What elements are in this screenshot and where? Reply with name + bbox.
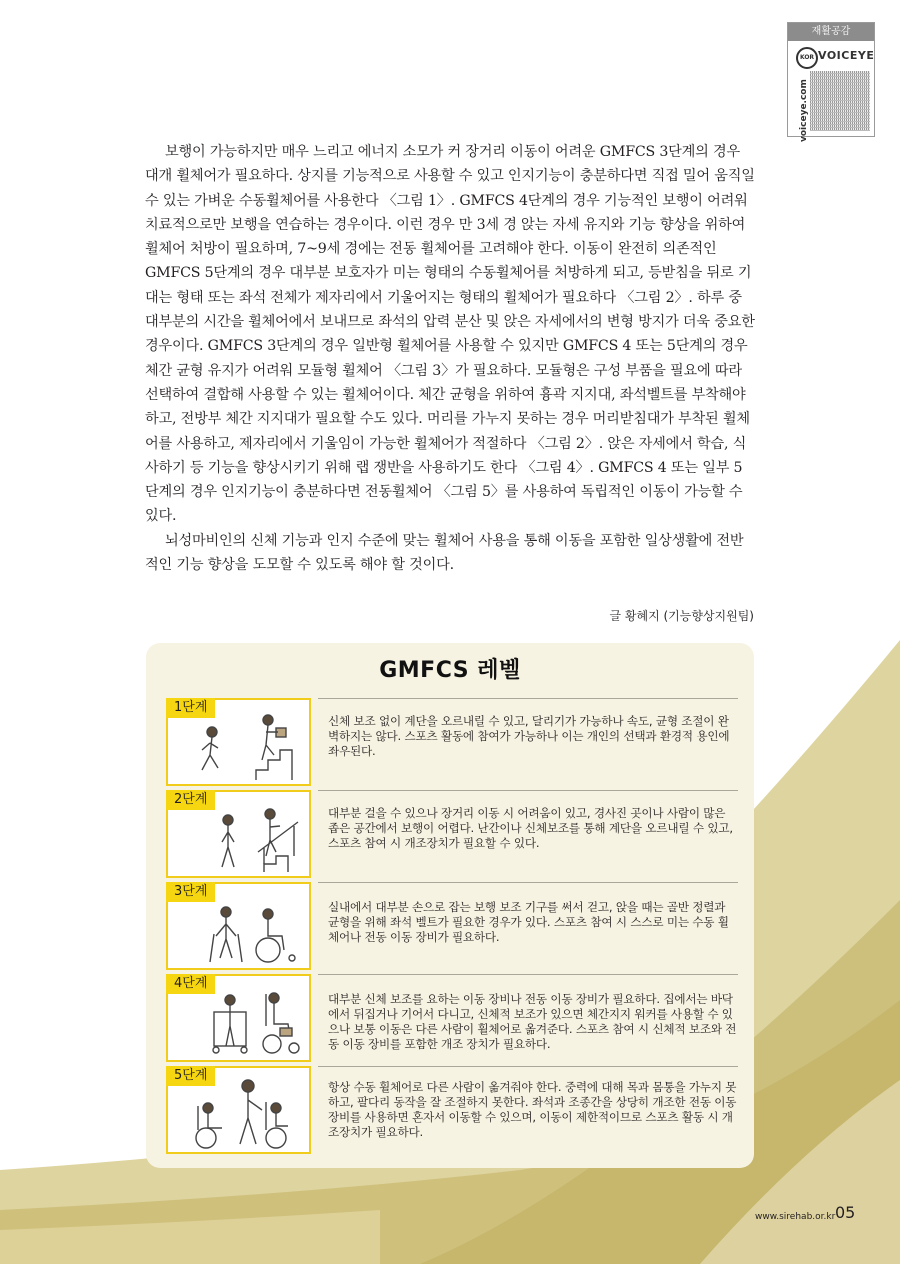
section-label: 재활공감 — [788, 23, 874, 41]
body-paragraph: 보행이 가능하지만 매우 느리고 에너지 소모가 커 장거리 이동이 어려운 GMFCS 3단계의 경우 대개 휠체어가 필요하다. 상지를 기능적으로 사용할 수 있고 인지기능이 충분하다면 직접 밀어 움직일 수 있는 가벼운 수동휠체어를 사용한다 〈그림 1〉. GMFCS 4단계의 경우 기능적인 보행이 어려워 치료적으로만 보행을 연습하는 경우이다. 이런 경우 만 3세 경 앉는 자세 유지와 기능 향상을 위하여 휠체어 처방이 필요하며, 7~9세 경에는 전동 휠체어를 고려해야 한다. 이동이 완전히 의존적인 GMFCS 5단계의 경우 대부분 보호자가 미는 형태의 수동휠체어를 처방하게 되고, 등받침을 뒤로 기대는 형태 또는 좌석 전체가 제자리에서 기울어지는 형태의 휠체어가 필요하다 〈그림 2〉. 하루 중 대부분의 시간을 휠체어에서 보내므로 좌석의 압력 분산 및 앉은 자세에서의 변형 방지가 더욱 중요한 경우이다. GMFCS 3단계의 경우 일반형 휠체어를 사용할 수 있지만 GMFCS 4 또는 5단계의 경우 체간 균형 유지가 어려워 모듈형 휠체어 〈그림 3〉가 필요하다. 모듈형은 구성 부품을 필요에 따라 선택하여 결합해 사용할 수 있는 휠체어이다. 체간 균형을 위하여 흉곽 지지대, 좌석벨트를 부착해야 하고, 전방부 체간 지지대가 필요할 수도 있다. 머리를 가누지 못하는 경우 머리받침대가 부착된 휠체어를 사용하고, 제자리에서 기울임이 가능한 휠체어가 적절하다 〈그림 2〉. 앉은 자세에서 학습, 식사하기 등 기능을 향상시키기 위해 랩 쟁반을 사용하기도 한다 〈그림 4〉. GMFCS 4 또는 일부 5단계의 경우 인지기능이 충분하다면 전동휠체어 〈그림 5〉를 사용하여 독립적인 이동이 가능할 수 있다. — [145, 144, 755, 525]
footer-url: www.sirehab.or.kr — [755, 1212, 836, 1222]
body-paragraph: 뇌성마비인의 신체 기능과 인지 수준에 맞는 휠체어 사용을 통해 이동을 포함한 일상생활에 전반적인 기능 향상을 도모할 수 있도록 해야 할 것이다. — [145, 532, 744, 574]
divider — [318, 698, 738, 699]
level-description: 실내에서 대부분 손으로 잡는 보행 보조 기구를 써서 걷고, 앉을 때는 골반 정렬과 균형을 위해 좌석 벨트가 필요한 경우가 있다. 스포츠 참여 시 스스로 미는 수동 휠체어나 전동 이동 장비가 필요하다. — [328, 900, 729, 944]
divider — [318, 882, 738, 883]
gmfcs-panel — [146, 643, 754, 1168]
article-body — [145, 140, 755, 577]
level-badge: 2단계 — [166, 790, 215, 810]
voiceye-tag — [787, 22, 875, 142]
level-badge: 4단계 — [166, 974, 215, 994]
gmfcs-title: GMFCS 레벨 — [379, 658, 521, 683]
level-illustration — [166, 698, 311, 786]
gmfcs-level-1 — [166, 698, 738, 788]
author-byline: 글 황혜지 (기능향상지원팀) — [609, 609, 754, 623]
gmfcs-level-5 — [166, 1066, 738, 1156]
level-description: 대부분 걸을 수 있으나 장거리 이동 시 어려움이 있고, 경사진 곳이나 사람이 많은 좁은 공간에서 보행이 어렵다. 난간이나 신체보조를 통해 계단을 오르내릴 수 있고, 스포츠 참여 시 개조장치가 필요할 수 있다. — [328, 806, 733, 850]
divider — [318, 790, 738, 791]
divider — [318, 1066, 738, 1067]
page-number: 05 — [835, 1203, 856, 1222]
voiceye-code-icon — [810, 71, 870, 131]
level-description: 항상 수동 휠체어로 다른 사람이 옮겨줘야 한다. 중력에 대해 목과 몸통을 가누지 못하고, 팔다리 동작을 잘 조절하지 못한다. 좌석과 조종간을 상당히 개조한 전동 이동 장비를 사용하면 혼자서 이동할 수 있으며, 이동이 제한적이므로 스포츠 활동 시 개조장치가 필요하다. — [328, 1080, 737, 1139]
level-illustration — [166, 1066, 311, 1154]
voiceye-url: voiceye.com — [799, 79, 809, 142]
divider — [318, 974, 738, 975]
gmfcs-level-4 — [166, 974, 738, 1064]
level-badge: 5단계 — [166, 1066, 215, 1086]
level-description: 대부분 신체 보조를 요하는 이동 장비나 전동 이동 장비가 필요하다. 집에서는 바닥에서 뒤집거나 기어서 다니고, 신체적 보조가 있으면 체간지지 워커를 사용할 수 있으나 보통 이동은 다른 사람이 휠체어로 옮겨준다. 스포츠 참여 시 신체적 보조와 전동 이동 장비를 포함한 개조 장치가 필요하다. — [328, 992, 737, 1051]
kor-logo-icon: KOR — [796, 47, 818, 69]
voiceye-brand: VOICEYE — [818, 49, 875, 62]
level-illustration — [166, 790, 311, 878]
gmfcs-level-2 — [166, 790, 738, 880]
gmfcs-level-3 — [166, 882, 738, 972]
level-illustration — [166, 882, 311, 970]
level-badge: 3단계 — [166, 882, 215, 902]
level-badge: 1단계 — [166, 698, 215, 718]
level-description: 신체 보조 없이 계단을 오르내릴 수 있고, 달리기가 가능하나 속도, 균형 조절이 완벽하지는 않다. 스포츠 활동에 참여가 가능하나 이는 개인의 선택과 환경적 용인에 좌우된다. — [328, 714, 730, 758]
level-illustration — [166, 974, 311, 1062]
